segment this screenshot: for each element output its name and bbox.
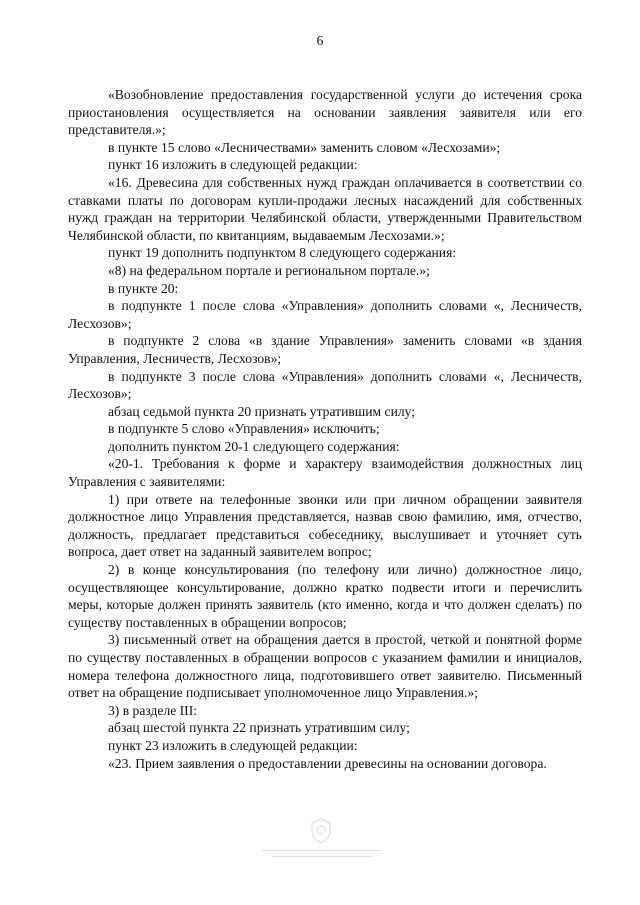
paragraph: абзац седьмой пункта 20 признать утратившим силу; xyxy=(108,403,416,419)
coat-of-arms-icon xyxy=(310,818,332,844)
paragraph: 3) в разделе III: xyxy=(108,702,198,718)
paragraph: в пункте 15 слово «Лесничествами» заменить словом «Лесхозами»; xyxy=(108,139,501,155)
paragraph: в подпункте 5 слово «Управления» исключить; xyxy=(108,421,380,437)
paragraph: пункт 16 изложить в следующей редакции: xyxy=(108,157,358,173)
paragraph: «20-1. Требования к форме и характеру взаимодействия должностных лиц Управления с заявителями: xyxy=(68,456,582,490)
paragraph: «23. Прием заявления о предоставлении древесины на основании договора. xyxy=(108,755,547,771)
paragraph: пункт 23 изложить в следующей редакции: xyxy=(108,737,358,753)
faint-stamp xyxy=(262,818,382,866)
paragraph: «16. Древесина для собственных нужд граждан оплачивается в соответствии со ставками платы по договорам купли-продажи лесных насаждений для собственных нужд граждан на территории Челябинской области, утвержденными Правительством Челябинской области, по квитанциям, выдаваемым Лесхозами.»; xyxy=(68,174,582,243)
paragraph: «8) на федеральном портале и региональном портале.»; xyxy=(108,262,430,278)
paragraph: «Возобновление предоставления государственной услуги до истечения срока приостановления осуществляется на основании заявления заявителя или его представителя.»; xyxy=(68,87,582,138)
paragraph: 1) при ответе на телефонные звонки или при личном обращении заявителя должностное лицо Управления представляется, назвав свою фамилию, имя, отчество, должность, предлагает представиться собеседнику, выслушивает и уточняет суть вопроса, дает ответ на заданный заявителем вопрос; xyxy=(68,491,582,560)
paragraph: абзац шестой пункта 22 признать утратившим силу; xyxy=(108,720,410,736)
paragraph: 3) письменный ответ на обращения дается в простой, четкой и понятной форме по существу поставленных в обращении вопросов с указанием фамилии и инициалов, номера телефона должностного лица, подготовившего ответ заявителю. Письменный ответ на обращение подписывает уполномоченное лицо Управления.»; xyxy=(68,632,582,701)
paragraph: 2) в конце консультирования (по телефону или лично) должностное лицо, осуществляющее консультирование, должно кратко подвести итоги и перечислить меры, которые должен принять заявитель (кто именно, когда и что должен сделать) по существу поставленных в обращении вопросов; xyxy=(68,562,582,630)
paragraph: в подпункте 1 после слова «Управления» дополнить словами «, Лесничеств, Лесхозов»; xyxy=(68,298,582,331)
paragraph: дополнить пунктом 20-1 следующего содержания: xyxy=(108,438,400,454)
document-body xyxy=(68,86,582,772)
paragraph: в подпункте 3 после слова «Управления» дополнить словами «, Лесничеств, Лесхозов»; xyxy=(68,368,582,402)
paragraph: в подпункте 2 слова «в здание Управления» заменить словами «в здания Управления, Лесничеств, Лесхозов»; xyxy=(68,333,582,366)
paragraph: пункт 19 дополнить подпунктом 8 следующего содержания: xyxy=(108,245,457,261)
page-number: 6 xyxy=(316,33,324,48)
paragraph: в пункте 20: xyxy=(108,280,179,296)
